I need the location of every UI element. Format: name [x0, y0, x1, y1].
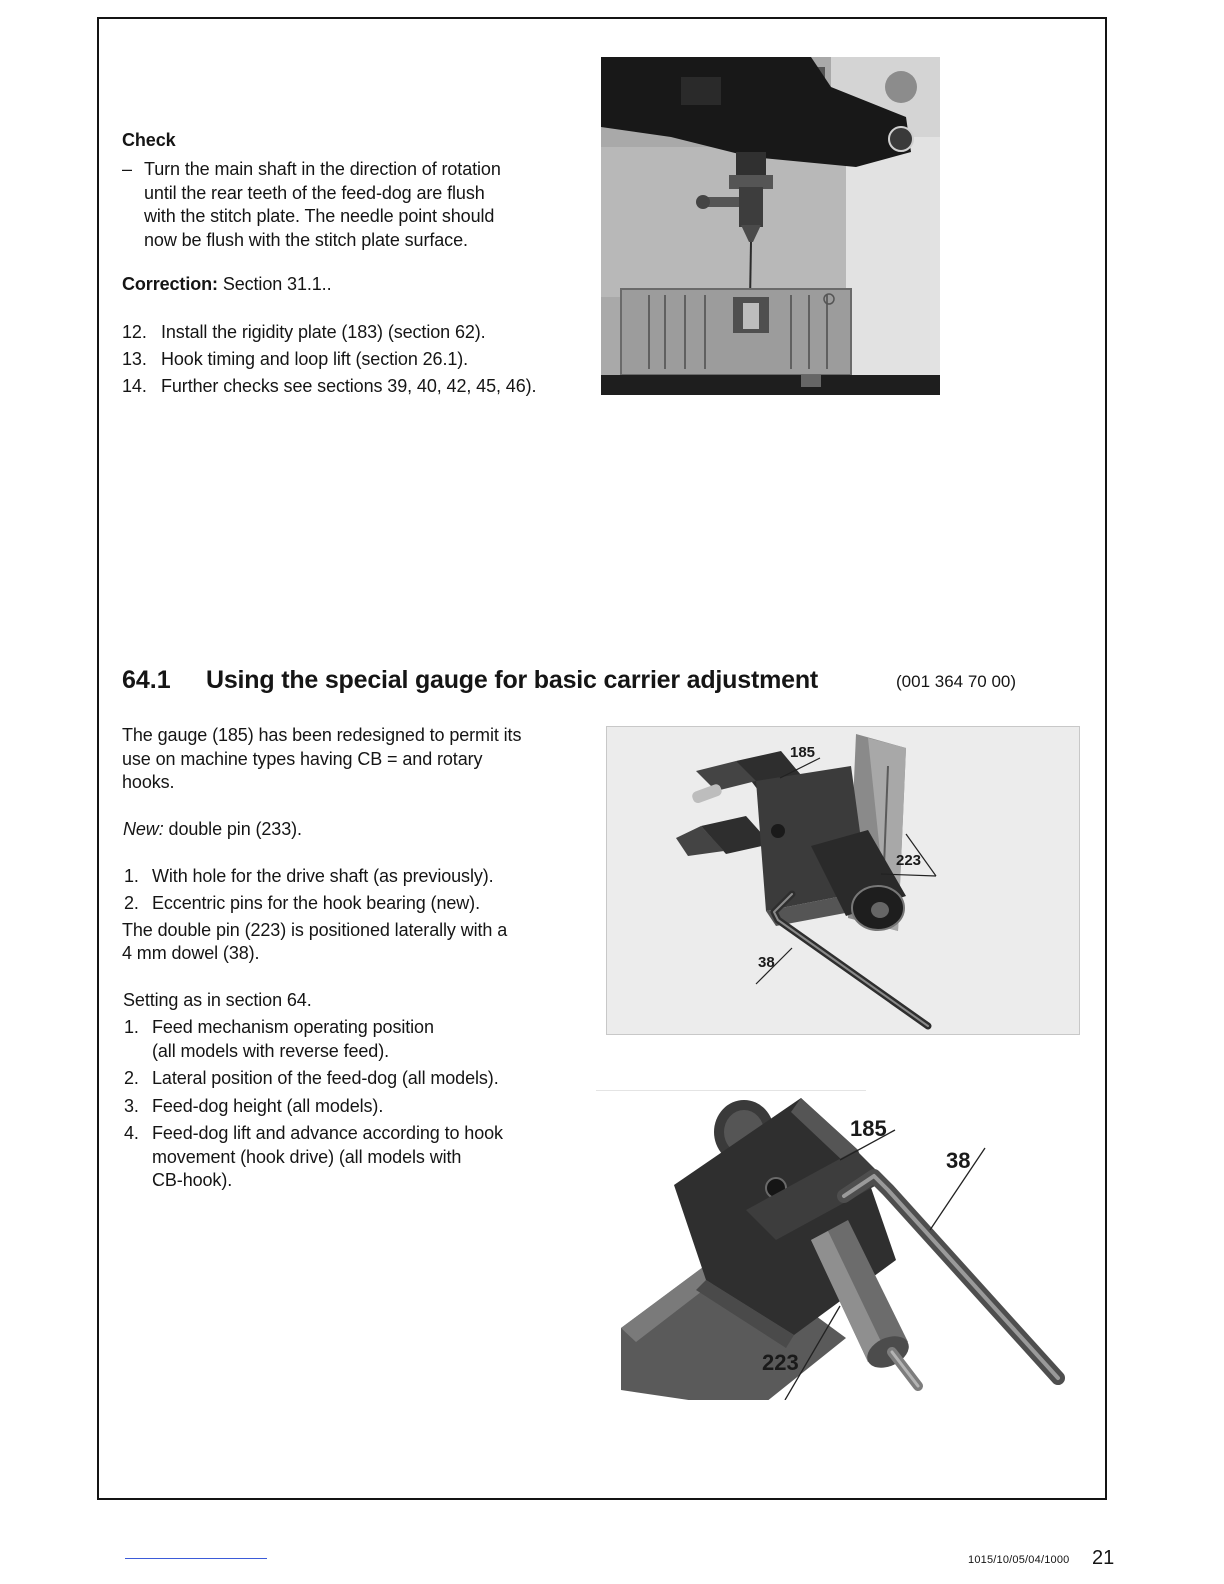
step-number: 14.	[122, 376, 147, 396]
correction-label: Correction:	[122, 274, 218, 294]
step-text: Install the rigidity plate (183) (section 62).	[161, 322, 486, 342]
check-line: until the rear teeth of the feed-dog are flush	[144, 183, 485, 203]
check-heading: Check	[122, 130, 176, 150]
section-number: 64.1	[122, 666, 171, 694]
new-note	[123, 818, 302, 840]
check-bullet: –	[122, 159, 132, 179]
needle-stitch-plate-photo	[601, 57, 940, 395]
list-number: 1.	[124, 1017, 139, 1037]
label-dowel-38: 38	[946, 1148, 971, 1173]
label-pin-223: 223	[896, 852, 922, 869]
list-text: Eccentric pins for the hook bearing (new).	[152, 893, 480, 913]
check-line: now be flush with the stitch plate surface.	[144, 230, 468, 250]
step-number: 13.	[122, 349, 147, 369]
list-number: 2.	[124, 893, 139, 913]
list-text: Feed mechanism operating position	[152, 1017, 434, 1037]
gauge-photo-small	[606, 726, 1080, 1035]
correction-line	[122, 273, 332, 295]
setting-line: Setting as in section 64.	[123, 990, 312, 1010]
list-number: 3.	[124, 1096, 139, 1116]
intro-line: hooks.	[122, 772, 175, 792]
correction-text: Section 31.1..	[222, 274, 332, 294]
underline-artifact	[125, 1558, 267, 1559]
list-text: CB-hook).	[152, 1170, 233, 1190]
new-label: New:	[123, 819, 164, 839]
label-dowel-38: 38	[758, 954, 775, 971]
section-title: Using the special gauge for basic carrier adjustment	[206, 666, 819, 694]
step-text: Hook timing and loop lift (section 26.1).	[161, 349, 469, 369]
part-number: (001 364 70 00)	[896, 672, 1017, 691]
check-line: Turn the main shaft in the direction of rotation	[144, 159, 501, 179]
label-gauge-185: 185	[850, 1116, 887, 1141]
list-text: (all models with reverse feed).	[152, 1041, 389, 1061]
list-text: Lateral position of the feed-dog (all models).	[152, 1068, 499, 1088]
list-number: 1.	[124, 866, 139, 886]
step-number: 12.	[122, 322, 147, 342]
label-gauge-185: 185	[790, 744, 816, 761]
check-line: with the stitch plate. The needle point should	[144, 206, 495, 226]
new-text: double pin (233).	[168, 819, 302, 839]
list-number: 4.	[124, 1123, 139, 1143]
dowel-line: 4 mm dowel (38).	[122, 943, 260, 963]
list-text: Feed-dog height (all models).	[152, 1096, 384, 1116]
list-text: With hole for the drive shaft (as previously).	[152, 866, 494, 886]
dowel-line: The double pin (223) is positioned laterally with a	[122, 920, 508, 940]
intro-line: The gauge (185) has been redesigned to permit its	[122, 725, 522, 745]
gauge-photo-large	[596, 1090, 1065, 1400]
intro-line: use on machine types having CB = and rotary	[122, 749, 483, 769]
list-number: 2.	[124, 1068, 139, 1088]
list-text: Feed-dog lift and advance according to hook	[152, 1123, 503, 1143]
list-text: movement (hook drive) (all models with	[152, 1147, 462, 1167]
document-code: 1015/10/05/04/1000	[968, 1554, 1070, 1566]
step-text: Further checks see sections 39, 40, 42, 45, 46).	[161, 376, 537, 396]
page-number: 21	[1092, 1547, 1115, 1569]
label-pin-223: 223	[762, 1350, 799, 1375]
